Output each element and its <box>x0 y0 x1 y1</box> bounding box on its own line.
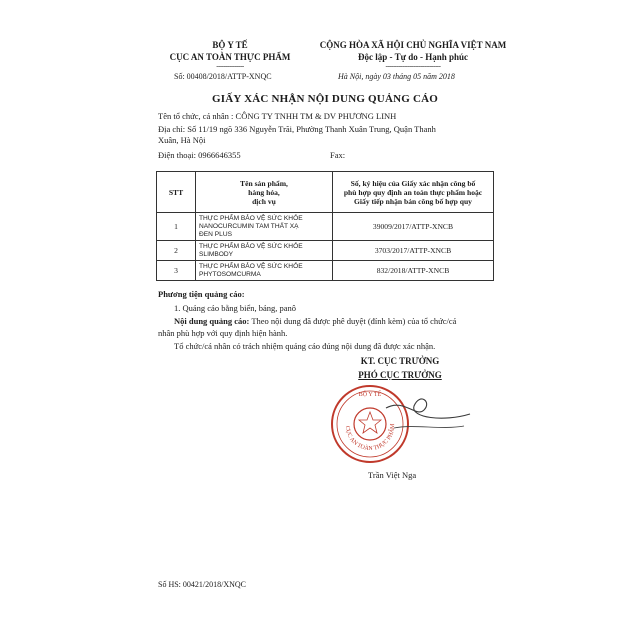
ministry-name: BỘ Y TẾ <box>212 40 248 50</box>
row-product-name <box>196 213 333 241</box>
header-product-line3: dịch vụ <box>252 196 276 206</box>
row-stt: 1 <box>157 213 196 241</box>
header-product <box>196 172 333 213</box>
row-product-line: PHYTOSOMCURMA <box>199 270 261 278</box>
applicant-phone: Điện thoại: 0966646355 <box>158 150 241 160</box>
row-product-line: NANOCURCUMIN TAM THẤT XẠ <box>199 222 299 230</box>
content-line1 <box>174 316 456 326</box>
row-certificate-code: 3703/2017/ATTP-XNCB <box>333 241 494 261</box>
table-header-row <box>157 172 494 213</box>
content-label: Nội dung quảng cáo: <box>174 316 250 326</box>
header-certificate <box>333 172 494 213</box>
media-item: 1. Quảng cáo bằng biển, bảng, panô <box>174 303 297 313</box>
dossier-number: Số HS: 00421/2018/XNQC <box>158 580 247 589</box>
department-name: CỤC AN TOÀN THỰC PHẨM <box>169 52 291 62</box>
document-number: Số: 00408/2018/ATTP-XNQC <box>174 72 272 81</box>
stamp-top-text: BỘ Y TẾ <box>358 392 382 398</box>
stamp-ring-textpath: CỤC AN TOÀN THỰC PHẨM <box>343 423 397 453</box>
applicant-address-line1: Địa chỉ: Số 11/19 ngõ 336 Nguyễn Trãi, Phường Thanh Xuân Trung, Quận Thanh <box>158 124 436 134</box>
table-row <box>157 213 494 241</box>
content-text: Theo nội dung đã được phê duyệt (đính kèm) của tổ chức/cá <box>249 316 457 326</box>
row-product-name <box>196 241 333 261</box>
place-and-date: Hà Nội, ngày 03 tháng 05 năm 2018 <box>338 72 455 81</box>
handwritten-signature <box>386 399 470 418</box>
row-product-line: ĐEN PLUS <box>199 230 232 238</box>
media-heading: Phương tiện quảng cáo: <box>158 289 245 299</box>
signer-role: KT. CỤC TRƯỞNG <box>360 356 440 366</box>
row-stt: 2 <box>157 241 196 261</box>
signer-title: PHÓ CỤC TRƯỞNG <box>358 370 442 380</box>
emblem-star-icon <box>359 412 381 433</box>
header-certificate-line3: Giấy tiếp nhận bản công bố hợp quy <box>354 196 472 206</box>
content-line2: nhân phù hợp với quy định hiện hành. <box>158 328 288 338</box>
applicant-fax: Fax: <box>330 150 346 160</box>
signature-flourish <box>394 426 464 428</box>
header-product-line1: Tên sản phẩm, <box>240 178 288 188</box>
page-title: GIẤY XÁC NHẬN NỘI DUNG QUẢNG CÁO <box>212 93 438 105</box>
applicant-address-line2: Xuân, Hà Nội <box>158 135 206 145</box>
header-right-separator: ------------------------------ <box>385 62 441 70</box>
product-table <box>156 171 494 281</box>
stamp-seal <box>332 386 408 462</box>
header-certificate-line1: Số, ký hiệu của Giấy xác nhận công bố <box>350 178 476 188</box>
header-product-line2: hàng hóa, <box>248 187 280 197</box>
applicant-name: Tên tổ chức, cá nhân : CÔNG TY TNHH TM & DV PHƯƠNG LINH <box>158 111 397 121</box>
row-product-name <box>196 261 333 281</box>
country-name: CỘNG HÒA XÃ HỘI CHỦ NGHĨA VIỆT NAM <box>319 40 507 50</box>
signer-name: Trần Việt Nga <box>368 470 417 480</box>
national-motto: Độc lập - Tự do - Hạnh phúc <box>357 52 468 62</box>
table-row <box>157 241 494 261</box>
header-left-separator: --------------- <box>216 62 244 70</box>
row-certificate-code: 39009/2017/ATTP-XNCB <box>333 213 494 241</box>
row-product-line: THỰC PHẨM BẢO VỆ SỨC KHỎE <box>199 214 303 222</box>
row-stt: 3 <box>157 261 196 281</box>
header-certificate-line2: phù hợp quy định an toàn thực phẩm hoặc <box>343 187 483 197</box>
row-product-line: THỰC PHẨM BẢO VỆ SỨC KHỎE <box>199 242 303 250</box>
official-stamp <box>324 378 484 478</box>
row-certificate-code: 832/2018/ATTP-XNCB <box>333 261 494 281</box>
stamp-ring-text <box>344 423 396 452</box>
header-stt: STT <box>157 172 196 213</box>
table-row <box>157 261 494 281</box>
row-product-line: SLIMBODY <box>199 250 234 258</box>
responsibility-statement: Tổ chức/cá nhân có trách nhiệm quảng cáo đúng nội dung đã được xác nhận. <box>174 341 436 351</box>
row-product-line: THỰC PHẨM BẢO VỆ SỨC KHỎE <box>199 262 303 270</box>
